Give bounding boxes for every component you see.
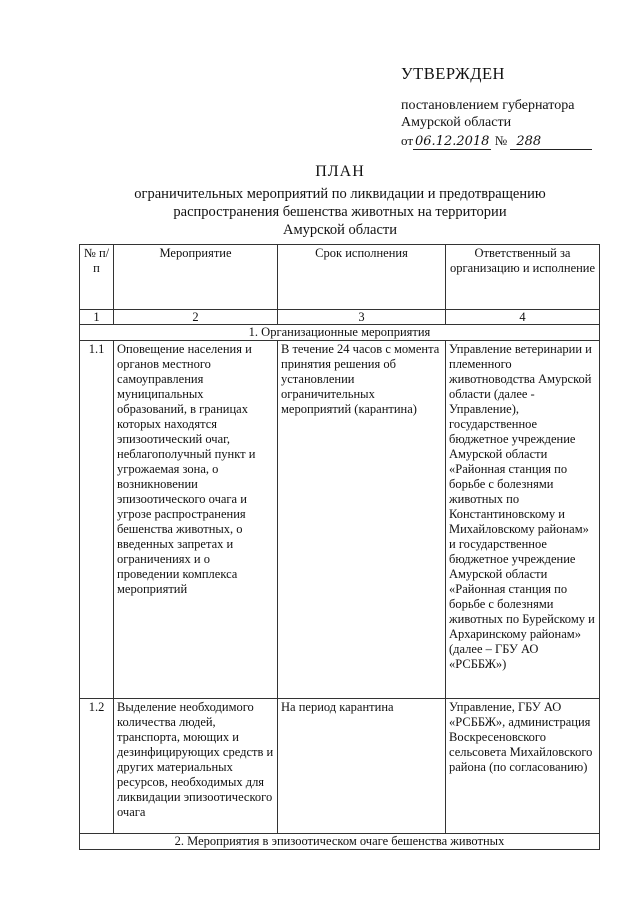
row-responsible: Управление ветеринарии и племенного животноводства Амурской области (далее - Управление), государственное бюджетное учреждение Амурской области «Районная станция по борьбе с болезнями животных по Константиновскому и Михайловскому районам» и государственное бюджетное учреждение Амурской области «Районная станция по борьбе с болезнями животных по Бурейскому и Архаринскому районам» (далее – ГБУ АО «РСББЖ») bbox=[446, 341, 600, 699]
date-prefix: от bbox=[401, 133, 414, 148]
section-row bbox=[80, 834, 600, 850]
plan-subtitle-2: распространения бешенства животных на территории bbox=[173, 204, 507, 220]
table-header-row bbox=[80, 245, 600, 310]
column-number: 1 bbox=[80, 310, 114, 325]
section-row bbox=[80, 325, 600, 341]
approval-block bbox=[401, 64, 631, 150]
header-number: № п/п bbox=[80, 245, 114, 310]
plan-title: ПЛАН bbox=[315, 163, 365, 180]
approval-signature-line bbox=[401, 133, 631, 150]
section-title-2: 2. Мероприятия в эпизоотическом очаге бешенства животных bbox=[80, 834, 600, 850]
row-responsible: Управление, ГБУ АО «РСББЖ», администрация Воскресеновского сельсовета Михайловского района (по согласованию) bbox=[446, 699, 600, 834]
approval-line-2: Амурской области bbox=[401, 115, 512, 130]
approval-date: 06.12.2018 bbox=[415, 134, 490, 149]
section-title-1: 1. Организационные мероприятия bbox=[80, 325, 600, 341]
header-responsible: Ответственный за организацию и исполнение bbox=[446, 245, 600, 310]
approval-line-1: постановлением губернатора bbox=[401, 98, 575, 113]
column-number: 3 bbox=[278, 310, 446, 325]
number-prefix: № bbox=[494, 133, 508, 148]
plan-table bbox=[79, 244, 600, 850]
column-number: 2 bbox=[114, 310, 278, 325]
plan-subtitle-1: ограничительных мероприятий по ликвидации и предотвращению bbox=[134, 186, 546, 202]
plan-title-block bbox=[60, 163, 620, 239]
approval-number: 288 bbox=[516, 134, 542, 149]
row-term: На период карантина bbox=[278, 699, 446, 834]
approval-title: УТВЕРЖДЕН bbox=[401, 64, 505, 83]
header-term: Срок исполнения bbox=[278, 245, 446, 310]
column-number: 4 bbox=[446, 310, 600, 325]
header-activity: Мероприятие bbox=[114, 245, 278, 310]
row-number: 1.1 bbox=[80, 341, 114, 699]
table-row bbox=[80, 341, 600, 699]
row-number: 1.2 bbox=[80, 699, 114, 834]
table-row bbox=[80, 699, 600, 834]
row-term: В течение 24 часов с момента принятия решения об установлении ограничительных мероприятий (карантина) bbox=[278, 341, 446, 699]
row-activity: Оповещение населения и органов местного самоуправления муниципальных образований, в границах которых находятся эпизоотический очаг, неблагополучный пункт и угрожаемая зона, о возникновении эпизоотического очага и угрозе распространения бешенства животных, о введенных запретах и ограничениях и о проведении комплекса мероприятий bbox=[114, 341, 278, 699]
column-numbers-row bbox=[80, 310, 600, 325]
plan-subtitle-3: Амурской области bbox=[283, 222, 397, 238]
row-activity: Выделение необходимого количества людей, транспорта, моющих и дезинфицирующих средств и других материальных ресурсов, необходимых для ликвидации эпизоотического очага bbox=[114, 699, 278, 834]
